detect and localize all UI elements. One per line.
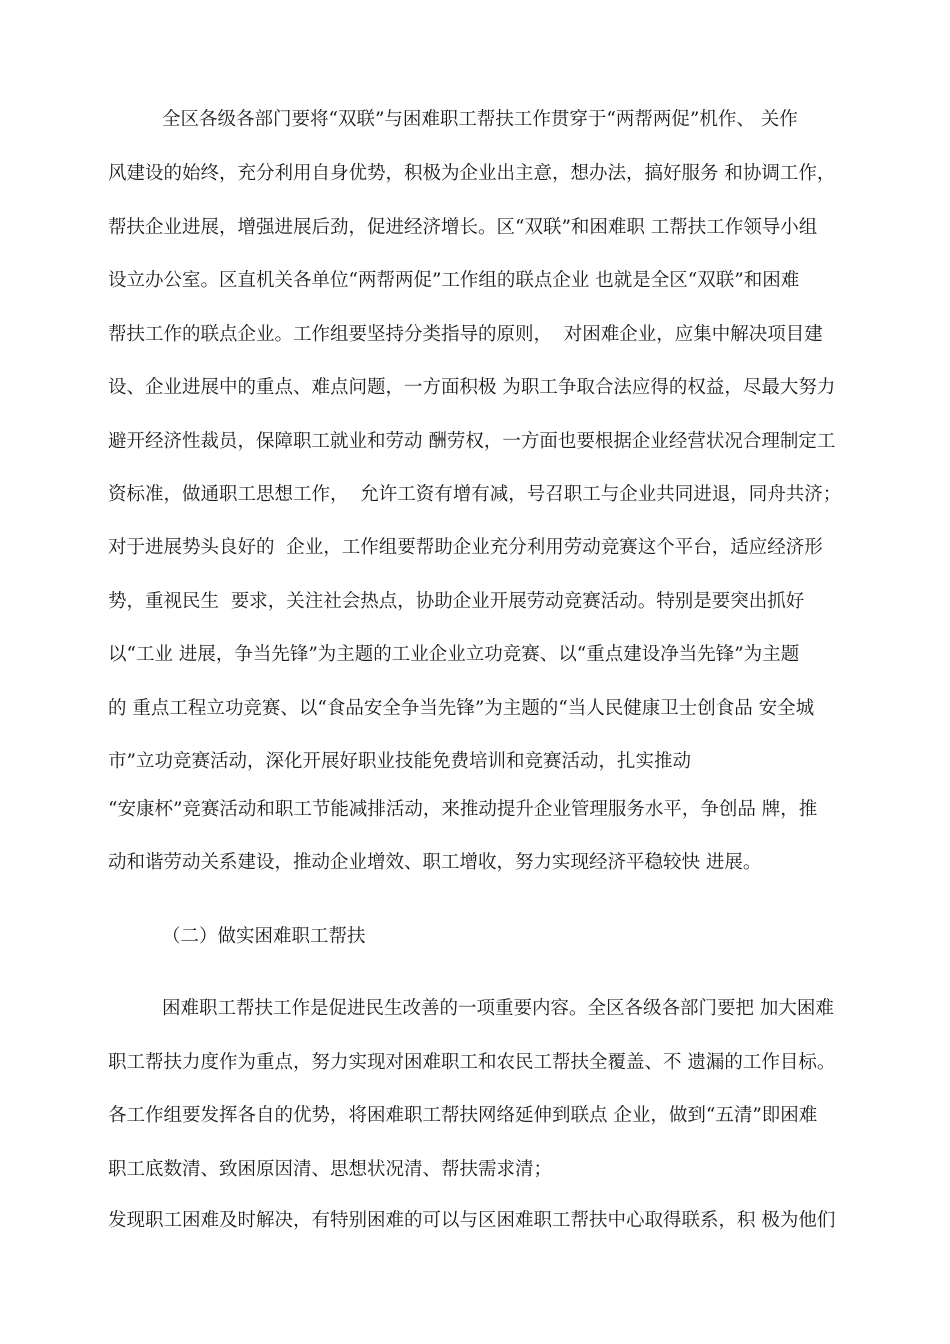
paragraph-1-line-14: “安康杯”竞赛活动和职工节能减排活动，来推动提升企业管理服务水平，争创品 牌，推	[108, 799, 818, 820]
paragraph-1-line-6: 设、企业进展中的重点、难点问题，一方面积极 为职工争取合法应得的权益，尽最大努力	[108, 377, 836, 398]
paragraph-2-line-4: 职工底数清、致困原因清、思想状况清、帮扶需求清；	[108, 1159, 553, 1180]
paragraph-1-line-15: 动和谐劳动关系建设，推动企业增效、职工增收，努力实现经济平稳较快 进展。	[108, 852, 762, 873]
paragraph-1-line-10: 势，重视民生 要求，关注社会热点，协助企业开展劳动竞赛活动。特别是要突出抓好	[108, 591, 805, 612]
paragraph-2-line-1: 困难职工帮扶工作是促进民生改善的一项重要内容。全区各级各部门要把 加大困难	[162, 998, 834, 1019]
paragraph-2-line-3: 各工作组要发挥各自的优势，将困难职工帮扶网络延伸到联点 企业，做到“五清”即困难	[108, 1105, 818, 1126]
paragraph-1-line-9: 对于进展势头良好的 企业，工作组要帮助企业充分利用劳动竞赛这个平台，适应经济形	[108, 537, 823, 558]
paragraph-1-line-2: 风建设的始终，充分利用自身优势，积极为企业出主意，想办法，搞好服务 和协调工作，	[108, 163, 836, 184]
paragraph-1-line-11: 以“工业 进展，争当先锋”为主题的工业企业立功竞赛、以“重点建设净当先锋”为主题	[108, 644, 800, 665]
section-heading: （二）做实困难职工帮扶	[162, 926, 366, 947]
paragraph-1-line-1: 全区各级各部门要将“双联”与困难职工帮扶工作贯穿于“两帮两促”机作、 关作	[162, 109, 798, 130]
paragraph-1-line-7: 避开经济性裁员，保障职工就业和劳动 酬劳权，一方面也要根据企业经营状况合理制定工	[108, 431, 836, 452]
paragraph-1-line-13: 市”立功竞赛活动，深化开展好职业技能免费培训和竞赛活动，扎实推动	[108, 751, 691, 772]
paragraph-1-line-5: 帮扶工作的联点企业。工作组要坚持分类指导的原则， 对困难企业，应集中解决项目建	[108, 324, 823, 345]
paragraph-1-line-8: 资标准，做通职工思想工作， 允许工资有增有减，号召职工与企业共同进退，同舟共济；	[108, 484, 842, 505]
paragraph-1-line-4: 设立办公室。区直机关各单位“两帮两促”工作组的联点企业 也就是全区“双联”和困难	[108, 270, 800, 291]
paragraph-2-line-2: 职工帮扶力度作为重点，努力实现对困难职工和农民工帮扶全覆盖、不 遗漏的工作目标。	[108, 1052, 836, 1073]
paragraph-1-line-3: 帮扶企业进展，增强进展后劲，促进经济增长。区“双联”和困难职 工帮扶工作领导小组	[108, 217, 818, 238]
paragraph-1-line-12: 的 重点工程立功竞赛、以“食品安全争当先锋”为主题的“当人民健康卫士创食品 安全城	[108, 698, 815, 719]
paragraph-2-line-5: 发现职工困难及时解决，有特别困难的可以与区困难职工帮扶中心取得联系，积 极为他们	[108, 1210, 836, 1231]
